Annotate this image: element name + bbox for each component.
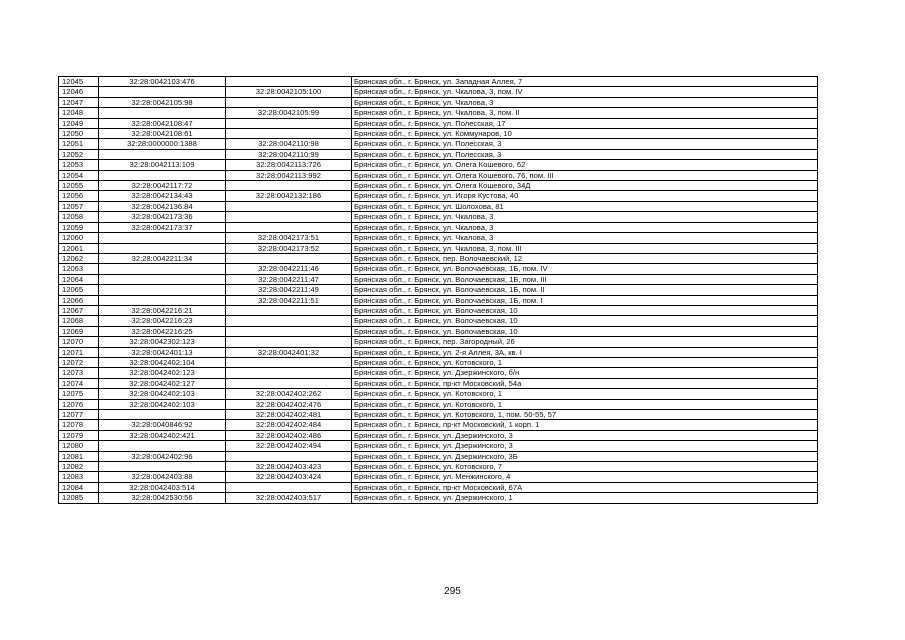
table-row — [59, 181, 818, 191]
records-table-body — [59, 77, 818, 504]
table-row — [59, 399, 818, 409]
cadastral-number-cell: 32:28:0042136:84 — [99, 201, 226, 211]
row-number-cell: 12049 — [59, 118, 99, 128]
building-cadastral-number-cell — [226, 337, 352, 347]
building-cadastral-number-cell — [226, 118, 352, 128]
table-row — [59, 170, 818, 180]
table-row — [59, 243, 818, 253]
table-row — [59, 97, 818, 107]
building-cadastral-number-cell: 32:28:0042211:46 — [226, 264, 352, 274]
address-cell: Брянская обл., г. Брянск, ул. Волочаевская, 10 — [352, 305, 818, 315]
cadastral-number-cell — [99, 295, 226, 305]
row-number-cell: 12072 — [59, 357, 99, 367]
building-cadastral-number-cell: 32:28:0042403:424 — [226, 472, 352, 482]
cadastral-number-cell: 32:28:0042134:43 — [99, 191, 226, 201]
building-cadastral-number-cell: 32:28:0042402:262 — [226, 389, 352, 399]
cadastral-number-cell: 32:28:0042402:96 — [99, 451, 226, 461]
cadastral-number-cell: 32:28:0040846:92 — [99, 420, 226, 430]
cadastral-number-cell: 32:28:0042403:88 — [99, 472, 226, 482]
cadastral-number-cell: 32:28:0042530:56 — [99, 493, 226, 503]
cadastral-number-cell: 32:28:0042108:47 — [99, 118, 226, 128]
address-cell: Брянская обл., г. Брянск, ул. Чкалова, 3 — [352, 97, 818, 107]
table-row — [59, 87, 818, 97]
building-cadastral-number-cell — [226, 222, 352, 232]
building-cadastral-number-cell — [226, 326, 352, 336]
cadastral-number-cell: 32:28:0042211:34 — [99, 253, 226, 263]
cadastral-number-cell: 32:28:0042402:103 — [99, 399, 226, 409]
building-cadastral-number-cell: 32:28:0042211:47 — [226, 274, 352, 284]
table-row — [59, 160, 818, 170]
cadastral-number-cell: 32:28:0042402:104 — [99, 357, 226, 367]
address-cell: Брянская обл., г. Брянск, пр-кт Московский, 54а — [352, 378, 818, 388]
table-row — [59, 253, 818, 263]
cadastral-number-cell — [99, 441, 226, 451]
building-cadastral-number-cell — [226, 97, 352, 107]
row-number-cell: 12078 — [59, 420, 99, 430]
cadastral-number-cell — [99, 243, 226, 253]
building-cadastral-number-cell: 32:28:0042173:51 — [226, 233, 352, 243]
cadastral-number-cell: 32:28:0042216:21 — [99, 305, 226, 315]
table-row — [59, 357, 818, 367]
address-cell: Брянская обл., г. Брянск, ул. Олега Кошевого, 34Д — [352, 181, 818, 191]
building-cadastral-number-cell: 32:28:0042110:98 — [226, 139, 352, 149]
row-number-cell: 12058 — [59, 212, 99, 222]
cadastral-number-cell — [99, 170, 226, 180]
row-number-cell: 12068 — [59, 316, 99, 326]
table-row — [59, 212, 818, 222]
table-row — [59, 430, 818, 440]
row-number-cell: 12054 — [59, 170, 99, 180]
address-cell: Брянская обл., г. Брянск, ул. Волочаевская, 1Б, пом. II — [352, 285, 818, 295]
row-number-cell: 12077 — [59, 410, 99, 420]
page-number: 295 — [444, 586, 461, 597]
address-cell: Брянская обл., г. Брянск, пер. Загородный, 26 — [352, 337, 818, 347]
cadastral-number-cell: 32:28:0042402:103 — [99, 389, 226, 399]
row-number-cell: 12069 — [59, 326, 99, 336]
address-cell: Брянская обл., г. Брянск, ул. Олега Кошевого, 62 — [352, 160, 818, 170]
address-cell: Брянская обл., г. Брянск, ул. Дзержинского, 3Б — [352, 451, 818, 461]
building-cadastral-number-cell — [226, 378, 352, 388]
building-cadastral-number-cell — [226, 253, 352, 263]
row-number-cell: 12061 — [59, 243, 99, 253]
row-number-cell: 12065 — [59, 285, 99, 295]
row-number-cell: 12080 — [59, 441, 99, 451]
table-row — [59, 129, 818, 139]
table-row — [59, 108, 818, 118]
table-row — [59, 472, 818, 482]
row-number-cell: 12073 — [59, 368, 99, 378]
row-number-cell: 12085 — [59, 493, 99, 503]
building-cadastral-number-cell: 32:28:0042402:486 — [226, 430, 352, 440]
table-row — [59, 420, 818, 430]
building-cadastral-number-cell — [226, 482, 352, 492]
cadastral-number-cell: 32:28:0042108:61 — [99, 129, 226, 139]
cadastral-number-cell: 32:28:0042216:23 — [99, 316, 226, 326]
address-cell: Брянская обл., г. Брянск, ул. Чкалова, 3 — [352, 212, 818, 222]
building-cadastral-number-cell: 32:28:0042403:517 — [226, 493, 352, 503]
building-cadastral-number-cell: 32:28:0042211:49 — [226, 285, 352, 295]
row-number-cell: 12071 — [59, 347, 99, 357]
cadastral-number-cell: 32:28:0042173:37 — [99, 222, 226, 232]
building-cadastral-number-cell — [226, 212, 352, 222]
cadastral-number-cell: 32:28:0042117:72 — [99, 181, 226, 191]
building-cadastral-number-cell: 32:28:0042105:100 — [226, 87, 352, 97]
table-row — [59, 347, 818, 357]
address-cell: Брянская обл., г. Брянск, ул. Волочаевская, 1Б, пом. IV — [352, 264, 818, 274]
table-row — [59, 305, 818, 315]
building-cadastral-number-cell: 32:28:0042173:52 — [226, 243, 352, 253]
table-row — [59, 316, 818, 326]
row-number-cell: 12062 — [59, 253, 99, 263]
cadastral-number-cell: 32:28:0042216:25 — [99, 326, 226, 336]
row-number-cell: 12047 — [59, 97, 99, 107]
address-cell: Брянская обл., г. Брянск, ул. Котовского, 1, пом. 50-55, 57 — [352, 410, 818, 420]
cadastral-number-cell: 32:28:0042402:421 — [99, 430, 226, 440]
address-cell: Брянская обл., г. Брянск, ул. Волочаевская, 1Б, пом. III — [352, 274, 818, 284]
table-row — [59, 462, 818, 472]
records-table — [58, 76, 818, 504]
row-number-cell: 12046 — [59, 87, 99, 97]
table-row — [59, 118, 818, 128]
table-row — [59, 326, 818, 336]
building-cadastral-number-cell — [226, 357, 352, 367]
cadastral-number-cell: 32:28:0042401:13 — [99, 347, 226, 357]
row-number-cell: 12083 — [59, 472, 99, 482]
cadastral-number-cell: 32:28:0000000:1388 — [99, 139, 226, 149]
building-cadastral-number-cell — [226, 316, 352, 326]
table-row — [59, 222, 818, 232]
table-row — [59, 389, 818, 399]
cadastral-number-cell: 32:28:0042403:514 — [99, 482, 226, 492]
building-cadastral-number-cell — [226, 368, 352, 378]
address-cell: Брянская обл., г. Брянск, ул. Котовского, 1 — [352, 399, 818, 409]
address-cell: Брянская обл., г. Брянск, ул. Полесская, 17 — [352, 118, 818, 128]
building-cadastral-number-cell: 32:28:0042113:726 — [226, 160, 352, 170]
cadastral-number-cell — [99, 108, 226, 118]
building-cadastral-number-cell — [226, 129, 352, 139]
row-number-cell: 12052 — [59, 149, 99, 159]
address-cell: Брянская обл., г. Брянск, ул. Дзержинского, б/н — [352, 368, 818, 378]
row-number-cell: 12066 — [59, 295, 99, 305]
cadastral-number-cell — [99, 410, 226, 420]
building-cadastral-number-cell — [226, 181, 352, 191]
building-cadastral-number-cell — [226, 77, 352, 87]
address-cell: Брянская обл., г. Брянск, ул. Менжинского, 4 — [352, 472, 818, 482]
address-cell: Брянская обл., г. Брянск, ул. Олега Кошевого, 76, пом. III — [352, 170, 818, 180]
building-cadastral-number-cell: 32:28:0042110:99 — [226, 149, 352, 159]
cadastral-number-cell: 32:28:0042103:476 — [99, 77, 226, 87]
building-cadastral-number-cell — [226, 201, 352, 211]
row-number-cell: 12067 — [59, 305, 99, 315]
building-cadastral-number-cell: 32:28:0042132:186 — [226, 191, 352, 201]
building-cadastral-number-cell — [226, 305, 352, 315]
row-number-cell: 12045 — [59, 77, 99, 87]
table-row — [59, 274, 818, 284]
cadastral-number-cell: 32:28:0042105:98 — [99, 97, 226, 107]
address-cell: Брянская обл., г. Брянск, ул. Чкалова, 3 — [352, 233, 818, 243]
address-cell: Брянская обл., г. Брянск, пер. Волочаевский, 12 — [352, 253, 818, 263]
row-number-cell: 12063 — [59, 264, 99, 274]
cadastral-number-cell: 32:28:0042173:36 — [99, 212, 226, 222]
address-cell: Брянская обл., г. Брянск, ул. Чкалова, 3, пом. IV — [352, 87, 818, 97]
row-number-cell: 12079 — [59, 430, 99, 440]
address-cell: Брянская обл., г. Брянск, ул. Дзержинского, 1 — [352, 493, 818, 503]
address-cell: Брянская обл., г. Брянск, ул. Дзержинского, 3 — [352, 430, 818, 440]
table-row — [59, 77, 818, 87]
cadastral-number-cell — [99, 87, 226, 97]
address-cell: Брянская обл., г. Брянск, пр-кт Московский, 1 корп. 1 — [352, 420, 818, 430]
row-number-cell: 12059 — [59, 222, 99, 232]
building-cadastral-number-cell: 32:28:0042402:484 — [226, 420, 352, 430]
table-row — [59, 482, 818, 492]
table-row — [59, 493, 818, 503]
table-row — [59, 441, 818, 451]
address-cell: Брянская обл., г. Брянск, ул. Шолохова, 81 — [352, 201, 818, 211]
address-cell: Брянская обл., г. Брянск, ул. Котовского, 7 — [352, 462, 818, 472]
address-cell: Брянская обл., г. Брянск, ул. Волочаевская, 10 — [352, 326, 818, 336]
cadastral-number-cell: 32:28:0042113:109 — [99, 160, 226, 170]
row-number-cell: 12056 — [59, 191, 99, 201]
address-cell: Брянская обл., г. Брянск, ул. Волочаевская, 1Б, пом. I — [352, 295, 818, 305]
row-number-cell: 12081 — [59, 451, 99, 461]
table-row — [59, 410, 818, 420]
row-number-cell: 12070 — [59, 337, 99, 347]
row-number-cell: 12048 — [59, 108, 99, 118]
row-number-cell: 12053 — [59, 160, 99, 170]
row-number-cell: 12074 — [59, 378, 99, 388]
address-cell: Брянская обл., г. Брянск, ул. Котовского, 1 — [352, 389, 818, 399]
cadastral-number-cell — [99, 233, 226, 243]
row-number-cell: 12051 — [59, 139, 99, 149]
table-row — [59, 264, 818, 274]
address-cell: Брянская обл., г. Брянск, ул. Чкалова, 3, пом. II — [352, 108, 818, 118]
table-row — [59, 451, 818, 461]
table-row — [59, 201, 818, 211]
cadastral-number-cell — [99, 264, 226, 274]
row-number-cell: 12057 — [59, 201, 99, 211]
table-row — [59, 149, 818, 159]
address-cell: Брянская обл., г. Брянск, ул. Волочаевская, 10 — [352, 316, 818, 326]
address-cell: Брянская обл., г. Брянск, ул. Чкалова, 3 — [352, 222, 818, 232]
cadastral-number-cell — [99, 462, 226, 472]
building-cadastral-number-cell: 32:28:0042403:423 — [226, 462, 352, 472]
building-cadastral-number-cell: 32:28:0042402:494 — [226, 441, 352, 451]
address-cell: Брянская обл., г. Брянск, ул. Полесская, 3 — [352, 139, 818, 149]
row-number-cell: 12055 — [59, 181, 99, 191]
address-cell: Брянская обл., г. Брянск, ул. Дзержинского, 3 — [352, 441, 818, 451]
building-cadastral-number-cell: 32:28:0042401:32 — [226, 347, 352, 357]
building-cadastral-number-cell: 32:28:0042402:481 — [226, 410, 352, 420]
table-row — [59, 368, 818, 378]
cadastral-number-cell: 32:28:0042402:127 — [99, 378, 226, 388]
address-cell: Брянская обл., г. Брянск, ул. Игоря Кустова, 40 — [352, 191, 818, 201]
address-cell: Брянская обл., г. Брянск, пр-кт Московский, 67А — [352, 482, 818, 492]
address-cell: Брянская обл., г. Брянск, ул. Коммунаров, 10 — [352, 129, 818, 139]
building-cadastral-number-cell: 32:28:0042105:99 — [226, 108, 352, 118]
cadastral-number-cell: 32:28:0042302:123 — [99, 337, 226, 347]
cadastral-number-cell — [99, 285, 226, 295]
address-cell: Брянская обл., г. Брянск, ул. Котовского, 1 — [352, 357, 818, 367]
table-row — [59, 337, 818, 347]
address-cell: Брянская обл., г. Брянск, ул. Чкалова, 3, пом. III — [352, 243, 818, 253]
row-number-cell: 12084 — [59, 482, 99, 492]
address-cell: Брянская обл., г. Брянск, ул. 2-я Аллея, 3А, кв. I — [352, 347, 818, 357]
building-cadastral-number-cell — [226, 451, 352, 461]
row-number-cell: 12064 — [59, 274, 99, 284]
table-row — [59, 378, 818, 388]
address-cell: Брянская обл., г. Брянск, ул. Полесская, 3 — [352, 149, 818, 159]
cadastral-number-cell — [99, 274, 226, 284]
building-cadastral-number-cell: 32:28:0042402:476 — [226, 399, 352, 409]
table-row — [59, 233, 818, 243]
row-number-cell: 12076 — [59, 399, 99, 409]
row-number-cell: 12060 — [59, 233, 99, 243]
cadastral-number-cell: 32:28:0042402:123 — [99, 368, 226, 378]
row-number-cell: 12075 — [59, 389, 99, 399]
building-cadastral-number-cell: 32:28:0042211:51 — [226, 295, 352, 305]
table-row — [59, 285, 818, 295]
row-number-cell: 12050 — [59, 129, 99, 139]
address-cell: Брянская обл., г. Брянск, ул. Западная Аллея, 7 — [352, 77, 818, 87]
cadastral-number-cell — [99, 149, 226, 159]
building-cadastral-number-cell: 32:28:0042113:992 — [226, 170, 352, 180]
table-row — [59, 139, 818, 149]
table-row — [59, 295, 818, 305]
table-row — [59, 191, 818, 201]
row-number-cell: 12082 — [59, 462, 99, 472]
